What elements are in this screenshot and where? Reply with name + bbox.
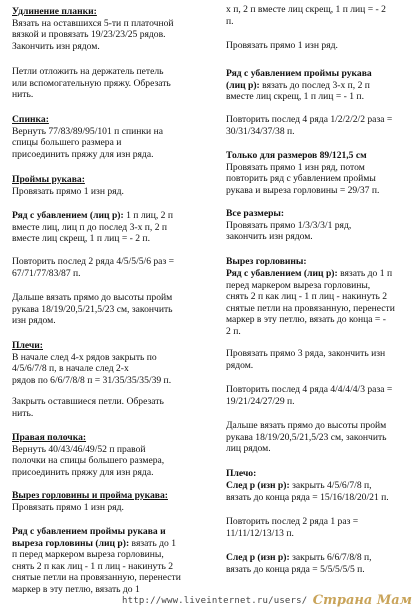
section-text: вязать до 1 п перед маркером выреза горловины, снять 2 п как лиц - 1 п лиц - накинуть 2 снятые петли на провязанную, перенести маркер в эту петлю, вязать до конца = - 2 п.	[226, 268, 395, 337]
paragraph	[226, 268, 406, 338]
paragraph	[226, 150, 406, 196]
bold-lead: Ряд с убавлением (лиц р):	[226, 268, 338, 279]
section-text: вязать до 1 п перед маркером выреза горловины, снять 2 п как лиц - 1 п лиц - накинуть 2 снятые петли на провязанную, перенести маркер в эту петлю, вязать до 1	[12, 537, 181, 595]
watermark	[122, 590, 412, 608]
bold-lead: Вырез горловины:	[226, 256, 307, 267]
section-text: Дальше вязать прямо до высоты пройм рукава 18/19/20,5/21,5/23 см, закончить лиц рядом.	[226, 420, 387, 455]
watermark-logo: Страна Мам	[312, 593, 412, 608]
section-text: закрыть 6/6/7/8/8 п, вязать до конца ряда = 5/5/5/5/5 п.	[226, 552, 372, 575]
section-text: Провязать прямо 3 ряда, закончить изн рядом.	[226, 348, 386, 371]
bold-lead: Ряд с убавлением проймы рукава (лиц р):	[226, 68, 372, 91]
paragraph	[226, 40, 406, 52]
paragraph	[12, 292, 212, 327]
section-lengthening-band	[12, 6, 212, 52]
section-armholes	[12, 174, 212, 197]
paragraph	[226, 348, 406, 371]
section-text: х п, 2 п вместе лиц скрещ, 1 п лиц = - 2 п.	[226, 4, 386, 27]
paragraph	[226, 68, 406, 103]
paragraph	[226, 208, 406, 243]
paragraph	[12, 66, 212, 101]
bold-lead: Ряд с убавлением проймы рукава и выреза горловины (лиц р):	[12, 526, 166, 549]
paragraph	[226, 420, 406, 455]
section-heading: Удлинение планки:	[12, 6, 97, 17]
section-text: Провязать прямо 1 изн ряд, потом повторить ряд с убавлением проймы рукава и выреза горловины = 29/37 п.	[226, 161, 380, 196]
section-text: Вернуть 77/83/89/95/101 п спинки на спицы большего размера и присоединить пряжу для изн ряда.	[12, 125, 163, 160]
section-text: Повторить послед 2 ряда 4/5/5/5/6 раз = 67/71/77/83/87 п.	[12, 256, 175, 279]
paragraph	[226, 552, 406, 575]
section-neckline-armhole	[12, 490, 212, 513]
section-back	[12, 114, 212, 160]
section-text: вязать до послед 3-х п, 2 п вместе лиц скрещ, 1 п лиц = - 1 п.	[226, 79, 370, 103]
paragraph	[226, 480, 406, 503]
bold-lead: Плечо:	[226, 468, 257, 479]
paragraph	[12, 256, 212, 279]
paragraph	[226, 256, 406, 268]
section-heading: Спинка:	[12, 114, 49, 125]
paragraph	[226, 384, 406, 407]
bold-lead: След р (изн р):	[226, 480, 290, 491]
bold-lead: Все размеры:	[226, 208, 285, 219]
bold-lead: Только для размеров 89/121,5 см	[226, 150, 367, 161]
section-text: Закрыть оставшиеся петли. Обрезать нить.	[12, 396, 164, 419]
paragraph	[226, 4, 406, 27]
section-shoulders	[12, 340, 212, 386]
section-heading: Вырез горловины и пройма рукава:	[12, 490, 168, 501]
section-text: Повторить послед 4 ряда 1/2/2/2/2 раза = 30/31/34/37/38 п.	[226, 114, 393, 137]
paragraph	[226, 468, 406, 480]
section-text: Провязать прямо 1 изн ряд.	[226, 40, 338, 51]
section-text: закрыть 4/5/6/7/8 п, вязать до конца ряда = 15/16/18/20/21 п.	[226, 480, 389, 503]
paragraph	[12, 210, 212, 245]
watermark-url[interactable]: http://www.liveinternet.ru/users/	[122, 596, 308, 606]
section-text: Вязать на оставшихся 5-ти п платочной вязкой и провязать 19/23/23/25 рядов. Закончить изн рядом.	[12, 17, 174, 52]
section-text: Повторить послед 4 ряда 4/4/4/4/3 раза = 19/21/24/27/29 п.	[226, 384, 393, 407]
section-heading: Правая полочка:	[12, 432, 87, 443]
paragraph	[226, 114, 406, 137]
section-text: Дальше вязать прямо до высоты пройм рукава 18/19/20,5/21,5/23 см, закончить изн рядом.	[12, 292, 173, 327]
section-text: Петли отложить на держатель петель или вспомогательную пряжу. Обрезать нить.	[12, 66, 171, 101]
section-right-front	[12, 432, 212, 478]
paragraph	[12, 526, 212, 596]
section-text: Вернуть 40/43/46/49/52 п правой полочки на спицы большего размера, присоединить пряжу для изн ряда.	[12, 443, 165, 478]
section-text: Повторить послед 2 ряда 1 раз = 11/11/12/13/13 п.	[226, 516, 359, 539]
section-text: В начале след 4-х рядов закрыть по 4/5/6/7/8 п, в начале след 2-х рядов по 6/6/7/8/8 п = 31/35/35/35/39 п.	[12, 351, 172, 386]
section-text: 1 п лиц, 2 п вместе лиц, лиц п до послед 3-х п, 2 п вместе лиц скрещ, 1 п лиц = - 2 п.	[12, 210, 173, 245]
bold-lead: Ряд с убавлением (лиц р):	[12, 210, 124, 221]
section-text: Провязать прямо 1 изн ряд.	[12, 185, 124, 197]
section-heading: Плечи:	[12, 340, 43, 351]
bold-lead: След р (изн р):	[226, 552, 290, 563]
section-text: Провязать прямо 1 изн ряд.	[12, 501, 124, 513]
paragraph	[12, 396, 212, 419]
section-heading: Проймы рукава:	[12, 174, 85, 185]
section-text: Провязать прямо 1/3/3/3/1 ряд, закончить изн рядом.	[226, 219, 352, 243]
paragraph	[226, 516, 406, 539]
